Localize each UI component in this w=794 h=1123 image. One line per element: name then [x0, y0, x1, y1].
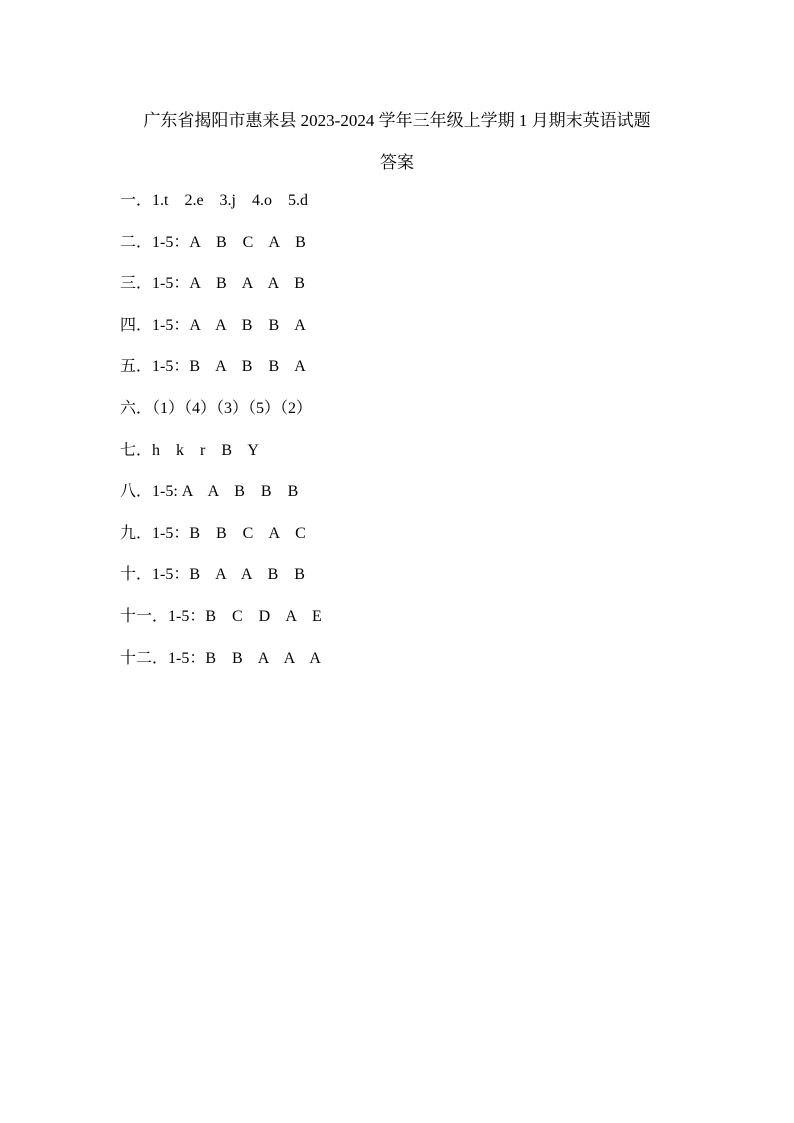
- answer-row-12: 十二．1-5：B B A A A: [120, 649, 321, 667]
- answer-row-9: 九．1-5：B B C A C: [120, 524, 306, 542]
- answer-row-8: 八．1-5: A A B B B: [120, 483, 299, 501]
- answer-row-3: 三．1-5：A B A A B: [120, 275, 305, 293]
- document-subtitle: 答案: [380, 153, 414, 172]
- answer-row-6: 六．（1）（4）（3）（5）（2）: [120, 399, 313, 417]
- answer-row-7: 七．h k r B Y: [120, 441, 259, 459]
- answer-row-11: 十一．1-5：B C D A E: [120, 607, 322, 625]
- answer-row-2: 二．1-5：A B C A B: [120, 233, 306, 251]
- answer-row-4: 四．1-5：A A B B A: [120, 316, 306, 334]
- document-title: 广东省揭阳市惠来县 2023-2024 学年三年级上学期 1 月期末英语试题: [143, 111, 651, 130]
- answer-list: [120, 190, 322, 689]
- answer-row-1: 一．1.t 2.e 3.j 4.o 5.d: [120, 192, 308, 209]
- answer-row-10: 十．1-5：B A A B B: [120, 566, 305, 584]
- answer-row-5: 五．1-5：B A B B A: [120, 358, 306, 376]
